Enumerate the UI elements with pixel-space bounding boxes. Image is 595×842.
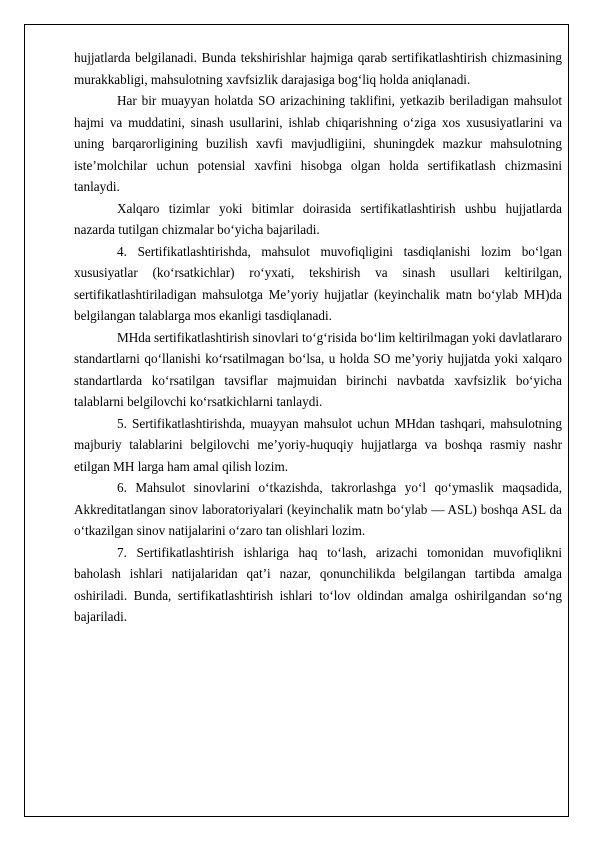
paragraph-item-5: 5. Sertifikatlashtirishda, muayyan mahsulot uchun MHdan tashqari, mahsulotning majburiy talablarini belgilovchi me’yoriy-huquqiy hujjatlarga va boshqa rasmiy nashr etilgan MH larga ham amal qilish lozim.	[74, 415, 562, 474]
paragraph-item-7: 7. Sertifikatlashtirish ishlariga haq to‘lash, arizachi tomonidan muvofiqlikni baholash ishlari natijalaridan qat’i nazar, qonunchilikda belgilangan tartibda amalga oshiriladi. Bunda, sertifikatlashtirish ishlari to‘lov oldindan amalga oshirilgandan so‘ng bajariladi.	[74, 544, 562, 624]
document-body	[74, 47, 562, 628]
paragraph-mh-tests: MHda sertifikatlashtirish sinovlari to‘g‘risida bo‘lim keltirilmagan yoki davlatlararo standartlarni qo‘llanishi ko‘rsatilmagan bo‘lsa, u holda SO me’yoriy hujjatda yoki xalqaro standartlarda ko‘rsatilgan tavsiflar majmuidan birinchi navbatda xavfsizlik bo‘yicha talablarni belgilovchi ko‘rsatkichlarni tanlaydi.	[74, 329, 562, 409]
paragraph-item-4: 4. Sertifikatlashtirishda, mahsulot muvofiqligini tasdiqlanishi lozim bo‘lgan xususiyatlar (ko‘rsatkichlar) ro‘yxati, tekshirish va sinash usullari keltirilgan, sertifikatlashtiriladigan mahsulotga Me’yoriy hujjatlar (keyinchalik matn bo‘ylab MH)da belgilangan talablarga mos ekanligi tasdiqlanadi.	[74, 243, 562, 323]
paragraph-scheme-selection: Har bir muayyan holatda SO arizachining taklifini, yetkazib beriladigan mahsulot hajmi va muddatini, sinash usullarini, ishlab chiqarishning o‘ziga xos xususiyatlarini va uning barqarorligining buzilish xavfi mavjudligiini, shuningdek mazkur mahsulotning iste’molchilar uchun potensial xavfini hisobga olgan holda sertifikatlash chizmasini tanlaydi.	[74, 93, 562, 194]
paragraph-continuation: hujjatlarda belgilanadi. Bunda tekshirishlar hajmiga qarab sertifikatlashtirish chizmasining murakkabligi, mahsulotning xavfsizlik darajasiga bog‘liq holda aniqlanadi.	[74, 50, 562, 87]
paragraph-international-systems: Xalqaro tizimlar yoki bitimlar doirasida sertifikatlashtirish ushbu hujjatlarda nazarda tutilgan chizmalar bo‘yicha bajariladi.	[74, 200, 562, 237]
paragraph-item-6: 6. Mahsulot sinovlarini o‘tkazishda, takrorlashga yo‘l qo‘ymaslik maqsadida, Akkreditatlangan sinov laboratoriyalari (keyinchalik matn bo‘ylab — ASL) boshqa ASL da o‘tkazilgan sinov natijalarini o‘zaro tan olishlari lozim.	[74, 480, 562, 538]
